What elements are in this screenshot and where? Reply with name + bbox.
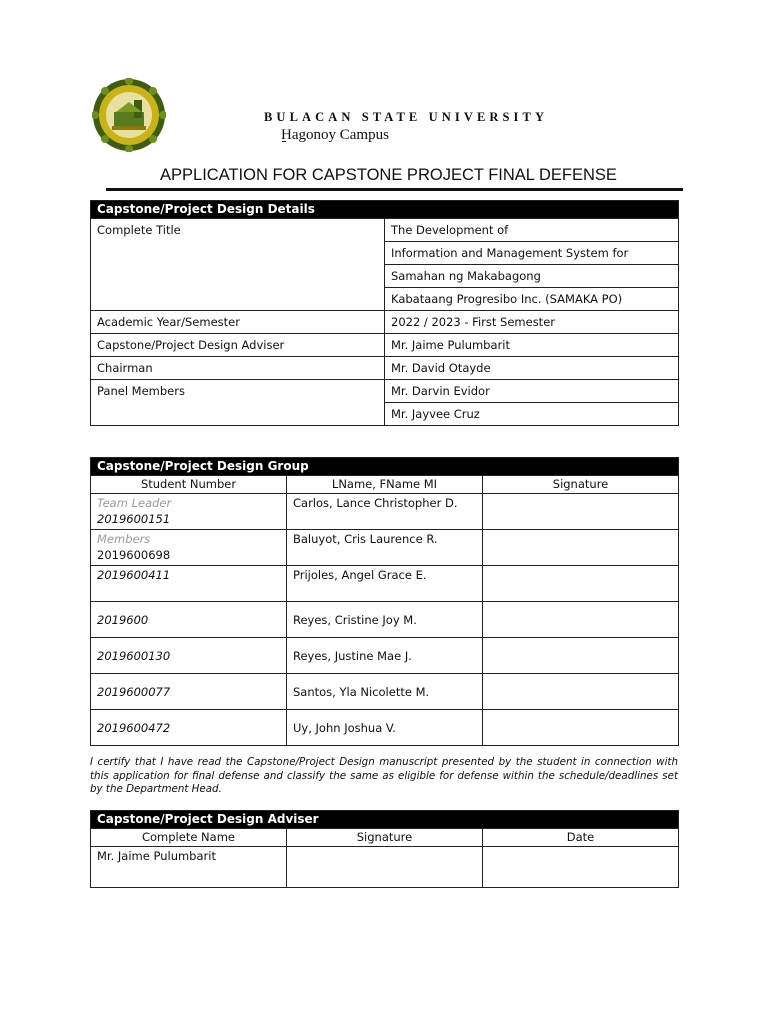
academic-year-value: 2022 / 2023 - First Semester [385,311,679,334]
table-row [91,566,679,602]
student-number: 2019600472 [91,710,287,746]
signature-cell[interactable] [483,710,679,746]
student-name: Reyes, Justine Mae J. [287,638,483,674]
group-heading: Capstone/Project Design Group [91,458,679,476]
table-row [91,494,679,530]
adviser-table [90,810,679,888]
student-name: Uy, John Joshua V. [287,710,483,746]
table-row [91,638,679,674]
campus-name: Hagonoy Campus [281,127,389,143]
role-label: Team Leader [97,496,172,510]
document-title: APPLICATION FOR CAPSTONE PROJECT FINAL DEFENSE [160,166,617,184]
student-number: 2019600151 [97,512,171,526]
signature-cell[interactable] [483,638,679,674]
title-line: Samahan ng Makabagong [385,265,679,288]
table-row [91,602,679,638]
adviser-name: Mr. Jaime Pulumbarit [91,847,287,888]
column-header-student-number: Student Number [91,476,287,494]
student-number: 2019600411 [91,566,287,602]
table-row [91,530,679,566]
panel-member: Mr. Jayvee Cruz [385,403,679,426]
chairman-value: Mr. David Otayde [385,357,679,380]
panel-members-label: Panel Members [91,380,385,426]
adviser-date-cell[interactable] [483,847,679,888]
chairman-label: Chairman [91,357,385,380]
panel-member: Mr. Darvin Evidor [385,380,679,403]
student-name: Santos, Yla Nicolette M. [287,674,483,710]
signature-cell[interactable] [483,566,679,602]
adviser-label: Capstone/Project Design Adviser [91,334,385,357]
student-name: Baluyot, Cris Laurence R. [287,530,483,566]
signature-cell[interactable] [483,530,679,566]
university-name: BULACAN STATE UNIVERSITY [264,110,549,124]
table-row [91,674,679,710]
project-details-table [90,200,679,426]
student-name: Reyes, Cristine Joy M. [287,602,483,638]
adviser-value: Mr. Jaime Pulumbarit [385,334,679,357]
signature-cell[interactable] [483,494,679,530]
details-heading: Capstone/Project Design Details [91,201,679,219]
column-header-signature: Signature [287,829,483,847]
student-number: 2019600077 [91,674,287,710]
title-divider [106,188,683,191]
title-line: Kabataang Progresibo Inc. (SAMAKA PO) [385,288,679,311]
column-header-complete-name: Complete Name [91,829,287,847]
project-group-table [90,457,679,746]
academic-year-label: Academic Year/Semester [91,311,385,334]
table-row [91,710,679,746]
column-header-signature: Signature [483,476,679,494]
signature-cell[interactable] [483,674,679,710]
complete-title-label: Complete Title [91,219,385,311]
student-name: Prijoles, Angel Grace E. [287,566,483,602]
title-line: Information and Management System for [385,242,679,265]
signature-cell[interactable] [483,602,679,638]
table-row [91,847,679,888]
role-label: Members [97,532,151,546]
student-name: Carlos, Lance Christopher D. [287,494,483,530]
university-seal-logo [92,78,166,152]
student-number: 2019600698 [97,548,171,562]
student-number: 2019600 [91,602,287,638]
certification-statement: I certify that I have read the Capstone/Project Design manuscript presented by the student in connection with this application for final defense and classify the same as eligible for defense within the schedule/deadlines set by the Department Head. [90,756,678,795]
student-number: 2019600130 [91,638,287,674]
adviser-signature-cell[interactable] [287,847,483,888]
column-header-date: Date [483,829,679,847]
adviser-heading: Capstone/Project Design Adviser [91,811,679,829]
column-header-name: LName, FName MI [287,476,483,494]
title-line: The Development of [385,219,679,242]
